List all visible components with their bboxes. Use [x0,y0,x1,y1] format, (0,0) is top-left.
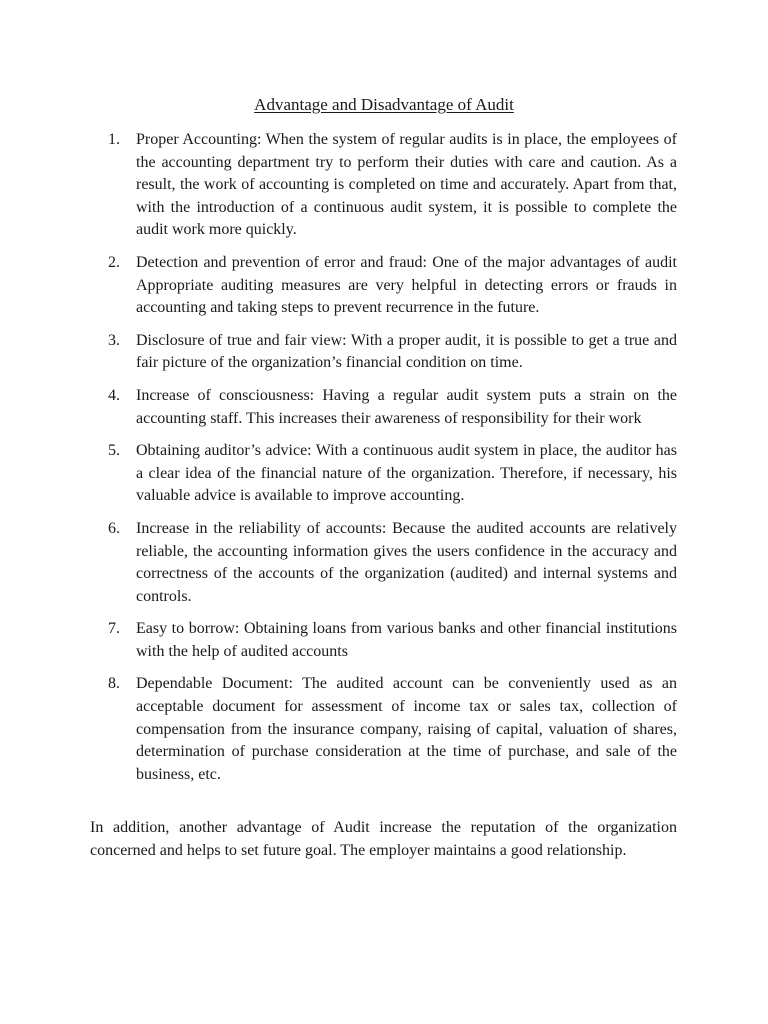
list-item [0,440,768,508]
list-item-text: Proper Accounting: When the system of regular audits is in place, the employees of the accounting department try to perform their duties with care and caution. As a result, the work of accounting is completed on time and accurately. Apart from that, with the introduction of a continuous audit system, it is possible to complete the audit work more quickly. [136,131,677,239]
list-item-text: Easy to borrow: Obtaining loans from various banks and other financial institutions with the help of audited accounts [136,620,677,660]
list-item-number: 4. [108,386,120,404]
list-item-number: 6. [108,519,120,537]
advantages-list [0,129,768,796]
list-item [0,673,768,786]
list-item-number: 7. [108,620,120,638]
list-item-text: Disclosure of true and fair view: With a proper audit, it is possible to get a true and fair picture of the organization’s financial condition on time. [136,331,677,372]
list-item [0,129,768,242]
list-item-text: Obtaining auditor’s advice: With a continuous audit system in place, the auditor has a clear idea of the financial nature of the organization. Therefore, if necessary, his valuable advice is available to improve accounting. [136,442,677,505]
list-item-number: 8. [108,675,120,693]
list-item [0,618,768,663]
closing-paragraph: In addition, another advantage of Audit increase the reputation of the organization concerned and helps to set future goal. The employer maintains a good relationship. [90,819,677,859]
list-item [0,252,768,320]
list-item-text: Increase in the reliability of accounts: Because the audited accounts are relatively reliable, the accounting information gives the users confidence in the accuracy and correctness of the accounts of the organization (audited) and internal systems and controls. [136,519,677,605]
list-item-text: Detection and prevention of error and fraud: One of the major advantages of audit Appropriate auditing measures are very helpful in detecting errors or frauds in accounting and taking steps to prevent recurrence in the future. [136,253,677,317]
list-item-number: 1. [108,131,120,148]
document-title: Advantage and Disadvantage of Audit [254,95,514,114]
list-item [0,385,768,430]
list-item-text: Dependable Document: The audited account can be conveniently used as an acceptable document for assessment of income tax or sales tax, collection of compensation from the insurance company, raising of capital, valuation of shares, determination of purchase consideration at the time of purchase, and sale of the business, etc. [136,675,677,783]
list-item-number: 2. [108,253,120,271]
list-item-text: Increase of consciousness: Having a regular audit system puts a strain on the accounting staff. This increases their awareness of responsibility for their work [136,386,677,427]
list-item-number: 5. [108,442,120,460]
list-item-number: 3. [108,331,120,349]
list-item [0,330,768,375]
list-item [0,518,768,608]
